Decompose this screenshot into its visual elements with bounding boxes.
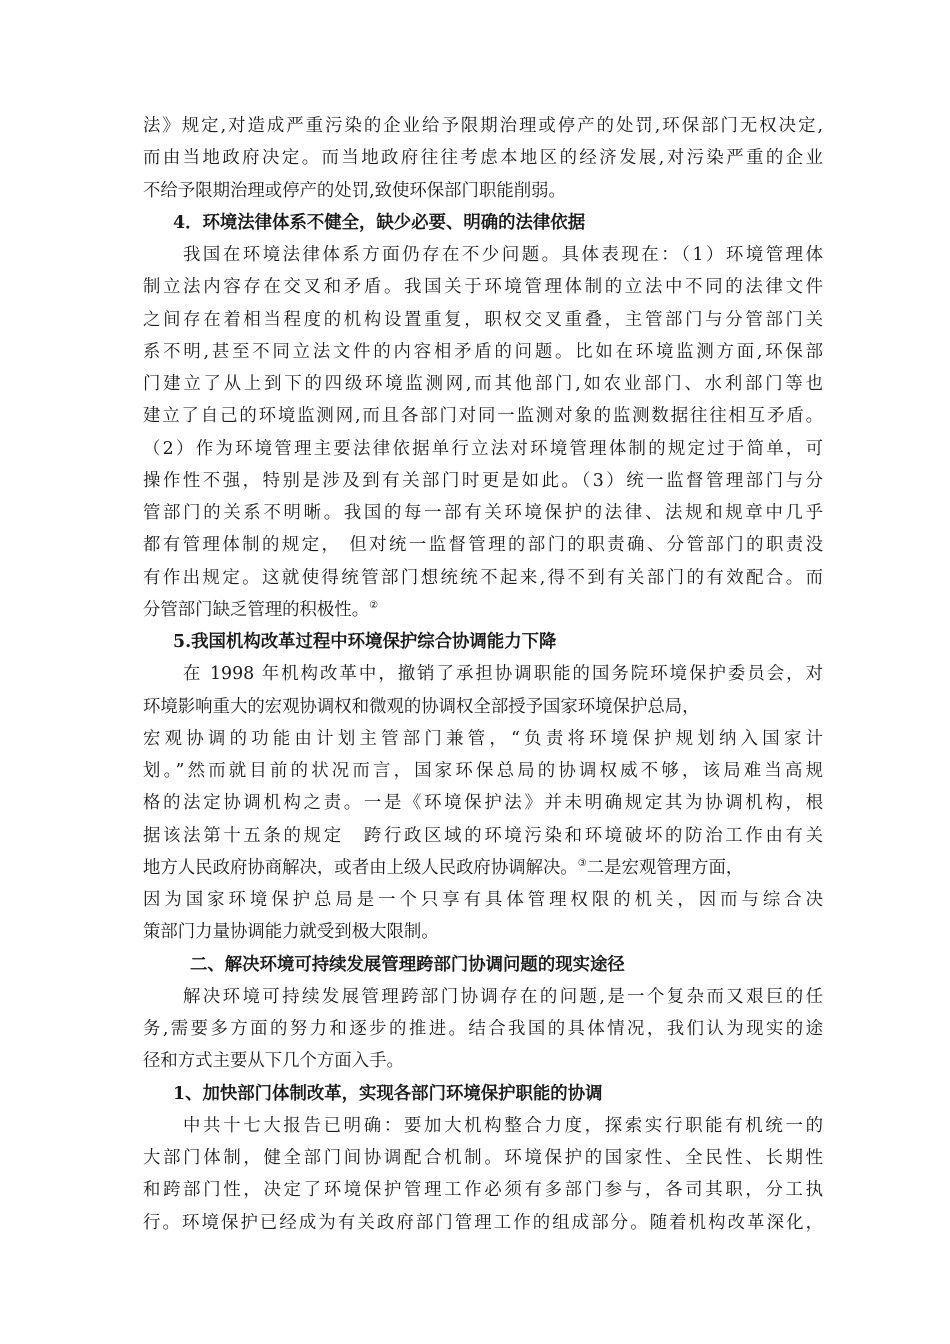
line-text: 而由当地政府决定。而当地政府往往考虑本地区的经济发展,对污染严重的企业 <box>143 148 823 168</box>
paragraph-line <box>143 1174 823 1206</box>
line-text: 有作出规定。这就使得统管部门想统统不起来,得不到有关部门的有效配合。而 <box>143 568 823 588</box>
line-text: 1、加快部门体制改革，实现各部门环境保护职能的协调 <box>173 1084 603 1104</box>
line-text: 划。”然而就目前的状况而言，国家环保总局的协调权威不够，该局难当高规 <box>143 761 823 781</box>
paragraph-line <box>143 981 823 1013</box>
line-text: 径和方式主要从下几个方面入手。 <box>143 1051 404 1071</box>
line-text: 地方人民政府协商解决，或者由上级人民政府协调解决。 <box>143 858 578 878</box>
line-text-continued: 二是宏观管理方面， <box>586 858 744 878</box>
line-text: 环境影响重大的宏观协调权和微观的协调权全部授予国家环境保护总局， <box>143 697 700 717</box>
line-text: 我国在环境法律体系方面仍存在不少问题。具体表现在：（1）环境管理体 <box>183 245 823 265</box>
line-text: 之间存在着相当程度的机构设置重复，职权交叉重叠，主管部门与分管部门关 <box>143 310 823 330</box>
line-text: 格的法定协调机构之责。一是《环境保护法》并未明确规定其为协调机构，根 <box>143 793 823 813</box>
paragraph-line <box>143 336 823 368</box>
paragraph-line <box>143 884 823 916</box>
line-text: 5.我国机构改革过程中环境保护综合协调能力下降 <box>173 632 557 652</box>
paragraph-line <box>143 1013 823 1045</box>
paragraph-line <box>143 400 823 432</box>
paragraph-line <box>143 1110 823 1142</box>
line-text: 二、解决环境可持续发展管理跨部门协调问题的现实途径 <box>190 955 625 975</box>
line-text: 据该法第十五条的规定 跨行政区域的环境污染和环境破坏的防治工作由有关 <box>143 826 823 846</box>
line-text: 解决环境可持续发展管理跨部门协调存在的问题,是一个复杂而又艰巨的任 <box>183 987 823 1007</box>
paragraph-line <box>143 916 823 948</box>
line-text: 务,需要多方面的努力和逐步的推进。结合我国的具体情况，我们认为现实的途 <box>143 1019 823 1039</box>
line-text: 大部门体制，健全部门间协调配合机制。环境保护的国家性、全民性、长期性 <box>143 1148 823 1168</box>
line-text: 建立了自己的环境监测网,而且各部门对同一监测对象的监测数据往往相互矛盾。 <box>143 406 823 426</box>
line-text: 不给予限期治理或停产的处罚,致使环保部门职能削弱。 <box>143 181 566 201</box>
line-text: 门建立了从上到下的四级环境监测网,而其他部门,如农业部门、水利部门等也 <box>143 374 823 394</box>
paragraph-line <box>143 497 823 529</box>
paragraph-line <box>143 304 823 336</box>
line-text: 都有管理体制的规定， 但对统一监督管理的部门的职责确、分管部门的职责没 <box>143 535 823 555</box>
paragraph-line <box>143 820 823 852</box>
line-text: 法》规定,对造成严重污染的企业给予限期治理或停产的处罚,环保部门无权决定, <box>143 116 823 136</box>
line-text: 和跨部门性，决定了环境保护管理工作必须有多部门参与，各司其职，分工执 <box>143 1180 823 1200</box>
section-heading <box>143 207 823 239</box>
line-text: 4．环境法律体系不健全，缺少必要、明确的法律依据 <box>173 213 586 233</box>
paragraph-line <box>143 787 823 819</box>
line-text: 系不明,甚至不同立法文件的内容相矛盾的问题。比如在环境监测方面,环保部 <box>143 342 823 362</box>
paragraph-line <box>143 723 823 755</box>
paragraph-line <box>143 110 823 142</box>
line-text: 宏观协调的功能由计划主管部门兼管，“负责将环境保护规划纳入国家计 <box>143 729 823 749</box>
paragraph-line <box>143 529 823 561</box>
section-heading <box>143 1078 823 1110</box>
paragraph-line <box>143 142 823 174</box>
line-text: （2）作为环境管理主要法律依据单行立法对环境管理体制的规定过于简单，可 <box>143 439 823 459</box>
line-text: 中共十七大报告已明确：要加大机构整合力度，探索实行职能有机统一的 <box>183 1116 823 1136</box>
paragraph-line <box>143 594 823 626</box>
line-text: 操作性不强，特别是涉及到有关部门时更是如此。（3）统一监督管理部门与分 <box>143 471 823 491</box>
paragraph-line <box>143 433 823 465</box>
line-text: 分管部门缺乏管理的积极性。 <box>143 600 370 620</box>
paragraph-line <box>143 271 823 303</box>
paragraph-line <box>143 1045 823 1077</box>
paragraph-line <box>143 562 823 594</box>
paragraph-line <box>143 1142 823 1174</box>
paragraph-line <box>143 691 823 723</box>
paragraph-line <box>143 368 823 400</box>
paragraph-line <box>143 175 823 207</box>
paragraph-line <box>143 658 823 690</box>
line-text: 因为国家环境保护总局是一个只享有具体管理权限的机关，因而与综合决 <box>143 890 823 910</box>
line-text: 在 1998 年机构改革中，撤销了承担协调职能的国务院环境保护委员会，对 <box>183 664 823 684</box>
line-text: 行。环境保护已经成为有关政府部门管理工作的组成部分。随着机构改革深化， <box>143 1213 823 1233</box>
line-text: 制立法内容存在交叉和矛盾。我国关于环境管理体制的立法中不同的法律文件 <box>143 277 823 297</box>
paragraph-line <box>143 1207 823 1239</box>
line-text: 策部门力量协调能力就受到极大限制。 <box>143 922 439 942</box>
section-heading <box>143 949 823 981</box>
paragraph-line <box>143 755 823 787</box>
paragraph-line <box>143 465 823 497</box>
footnote-marker: ③ <box>577 858 587 869</box>
footnote-marker: ② <box>369 600 379 611</box>
line-text: 管部门的关系不明晰。我国的每一部有关环境保护的法律、法规和规章中几乎 <box>143 503 823 523</box>
paragraph-line <box>143 852 823 884</box>
paragraph-line <box>143 239 823 271</box>
section-heading <box>143 626 823 658</box>
